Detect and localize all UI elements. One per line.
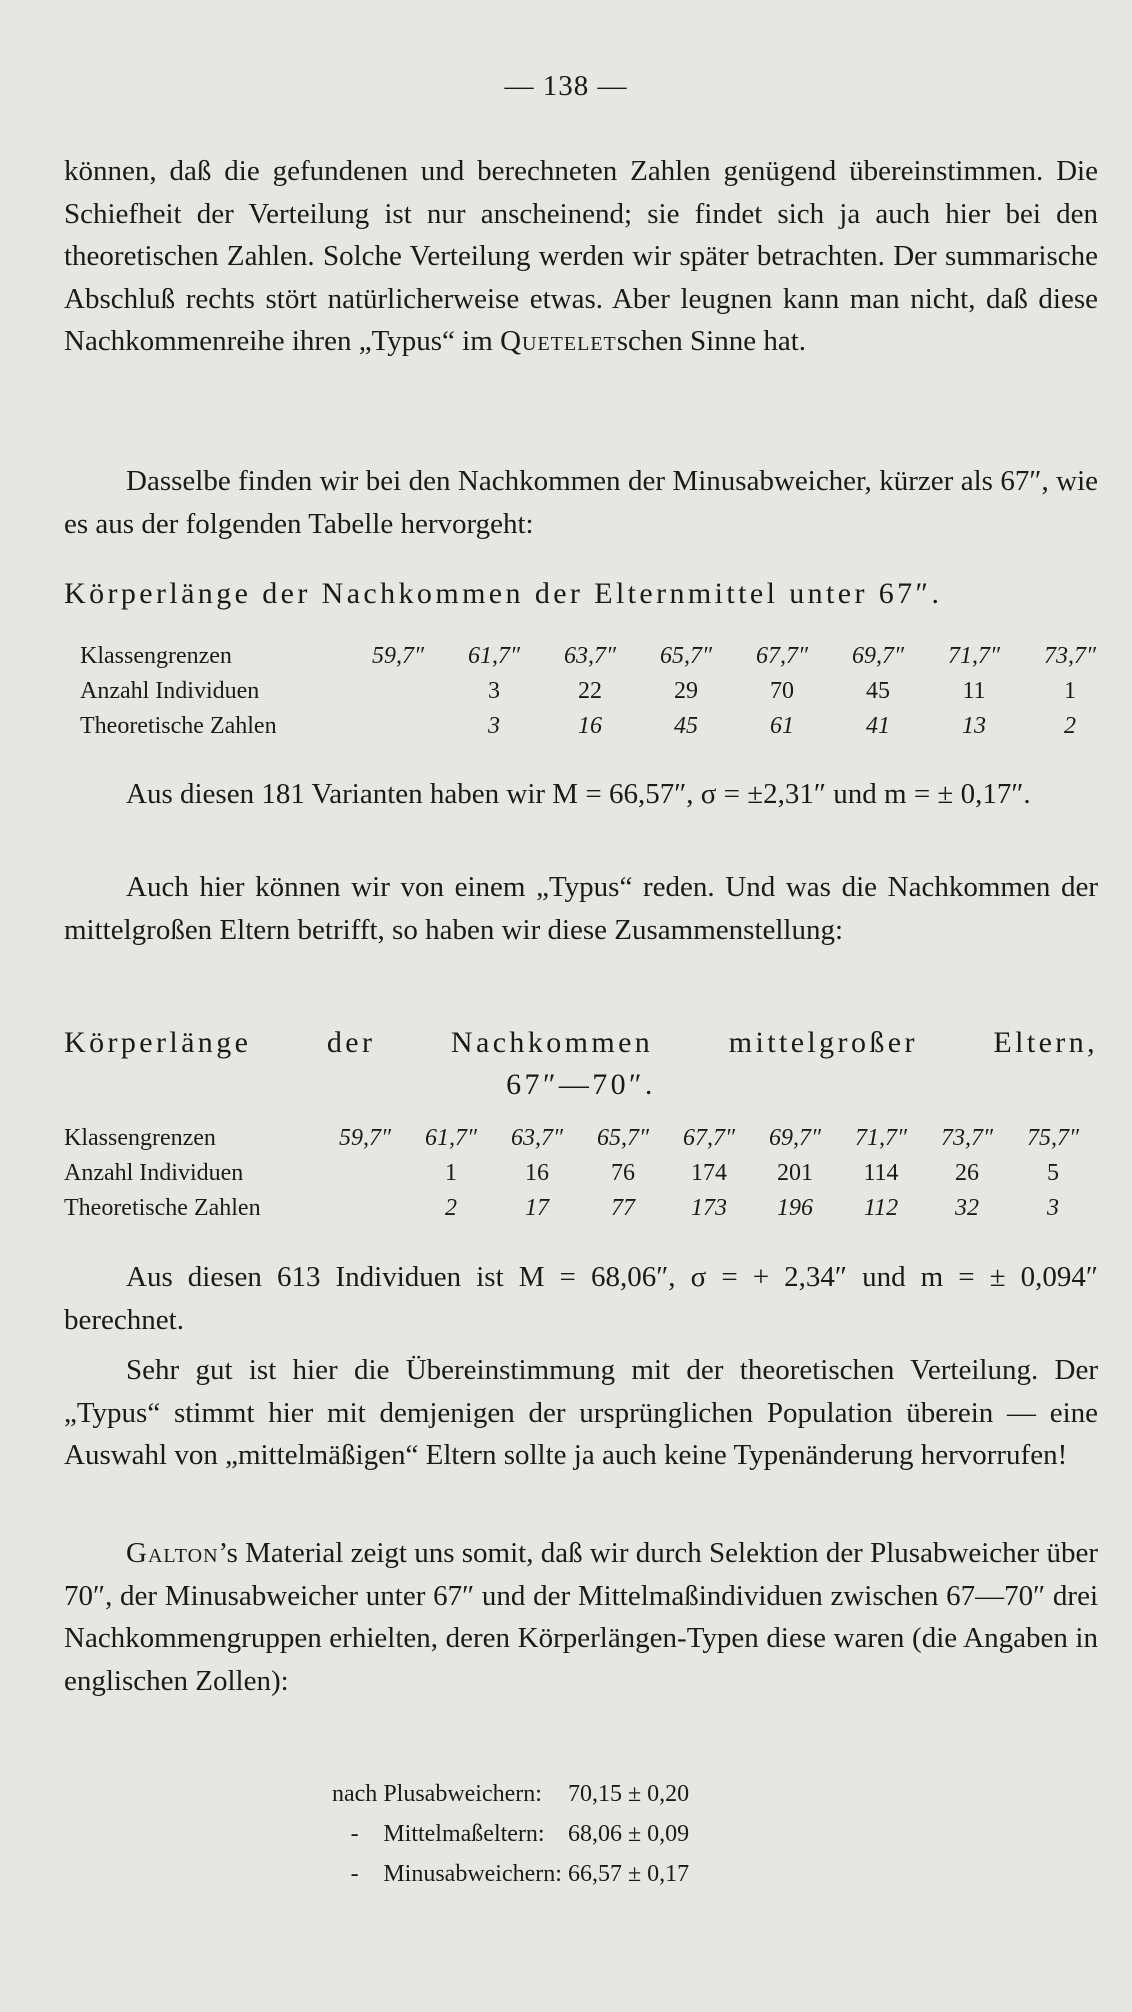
table-cell: 59,7″ [372,643,424,669]
table-cell: 13 [962,713,986,739]
table-cell: 75,7″ [1027,1125,1079,1151]
paragraph-7-text: ’s Material zeigt uns somit, daß wir durch Selektion der Plusabweicher über 70″, der Minusabweicher unter 67″ und der Mittelmaßindividuen zwischen 67—70″ drei Nachkommengruppen erhielten, deren Körperlängen-Typen diese waren (die Angaben in englischen Zollen): [64,1537,1098,1697]
table-row [64,1121,1096,1156]
table-row [332,1815,693,1853]
paragraph-3 [64,773,1098,816]
summary-value: 66,57 ± 0,17 [567,1861,690,1887]
table-cell: 2 [445,1195,457,1221]
paragraph-5 [64,1256,1098,1341]
table-cell: 65,7″ [597,1125,649,1151]
summary-label: Mittelmaßeltern: [383,1821,545,1847]
table-cell: 61,7″ [468,643,520,669]
table-cell: 65,7″ [660,643,712,669]
paragraph-6-text: Sehr gut ist hier die Übereinstimmung mit der theoretischen Verteilung. Der „Typus“ stimmt hier mit demjenigen der ursprünglichen Population überein — eine Auswahl von „mittelmäßigen“ Eltern sollte ja auch keine Typenänderung hervorrufen! [64,1354,1098,1471]
table-cell: 11 [962,678,986,704]
table-cell: 76 [611,1160,635,1186]
paragraph-4 [64,866,1098,951]
table-cell: 22 [578,678,602,704]
table-cell: 112 [863,1195,899,1221]
summary-prefix: - [350,1861,359,1887]
summary-value: 68,06 ± 0,09 [567,1821,690,1847]
row-label: Klassengrenzen [64,1125,216,1151]
paragraph-4-text: Auch hier können wir von einem „Typus“ reden. Und was die Nachkommen der mittelgroßen Eltern betrifft, so haben wir diese Zusammenstellung: [64,871,1098,946]
summary-value: 70,15 ± 0,20 [567,1781,690,1807]
table-cell: 16 [578,713,602,739]
paragraph-6 [64,1349,1098,1477]
table-row [64,1156,1096,1191]
paragraph-1-text: können, daß die gefundenen und berechneten Zahlen genügend übereinstimmen. Die Schiefheit der Verteilung ist nur anscheinend; sie findet sich ja auch hier bei den theoretischen Zahlen. Solche Verteilung werden wir später betrachten. Der summarische Abschluß rechts stört natürlicherweise etwas. Aber leugnen kann man nicht, daß diese Nachkommenreihe ihren „Typus“ im [64,155,1098,357]
table-cell: 173 [691,1195,727,1221]
paragraph-7 [64,1532,1098,1702]
row-label: Anzahl Individuen [64,1160,244,1186]
table-cell: 1 [445,1160,457,1186]
table-cell: 61,7″ [425,1125,477,1151]
table-2 [64,1121,1096,1226]
table-cell: 2 [1064,713,1076,739]
row-label: Anzahl Individuen [80,678,260,704]
table-cell: 45 [674,713,698,739]
table-cell: 196 [777,1195,813,1221]
table-cell: 71,7″ [948,643,1000,669]
table-cell: 26 [955,1160,979,1186]
table-cell: 67,7″ [756,643,808,669]
table-cell: 17 [525,1195,549,1221]
table-cell: 1 [1064,678,1076,704]
table-cell: 3 [488,678,500,704]
table-cell: 45 [866,678,890,704]
table-cell: 59,7″ [339,1125,391,1151]
table-row [64,1191,1096,1226]
summary-label: Plusabweichern: [383,1781,542,1807]
table-cell: 71,7″ [855,1125,907,1151]
table-cell: 61 [770,713,794,739]
table-cell: 41 [866,713,890,739]
summary-label: Minusabweichern: [383,1861,562,1887]
table-1 [80,639,1118,744]
summary-prefix: - [350,1821,359,1847]
paragraph-5-text: Aus diesen 613 Individuen ist M = 68,06″, σ = + 2,34″ und m = ± 0,094″ berechnet. [64,1261,1098,1336]
galton-name: Galton [126,1537,219,1569]
row-label: Theoretische Zahlen [80,713,277,739]
table-2-heading-line1: Körperlänge der Nachkommen mittelgroßer Eltern, [64,1026,1098,1059]
table-row [80,639,1118,674]
paragraph-2-text: Dasselbe finden wir bei den Nachkommen der Minusabweicher, kürzer als 67″, wie es aus der folgenden Tabelle hervorgeht: [64,465,1098,540]
table-cell: 70 [770,678,794,704]
table-row [80,674,1118,709]
table-cell: 69,7″ [769,1125,821,1151]
table-2-heading-line2: 67″—70″. [506,1068,656,1101]
table-cell: 201 [777,1160,813,1186]
paragraph-3-text: Aus diesen 181 Varianten haben wir M = 66,57″, σ = ±2,31″ und m = ± 0,17″. [126,778,1031,810]
table-cell: 77 [611,1195,635,1221]
table-cell: 174 [691,1160,727,1186]
table-row [80,709,1118,744]
paragraph-1 [64,150,1098,363]
table-cell: 63,7″ [564,643,616,669]
summary-prefix: nach [332,1781,378,1807]
summary-table [330,1773,695,1895]
table-row [332,1775,693,1813]
table-cell: 69,7″ [852,643,904,669]
table-cell: 3 [488,713,500,739]
table-cell: 73,7″ [1044,643,1096,669]
table-cell: 63,7″ [511,1125,563,1151]
table-cell: 29 [674,678,698,704]
row-label: Klassengrenzen [80,643,232,669]
row-label: Theoretische Zahlen [64,1195,261,1221]
paragraph-1-tail: schen Sinne hat. [616,325,807,357]
table-cell: 16 [525,1160,549,1186]
table-1-heading: Körperlänge der Nachkommen der Elternmittel unter 67″. [64,577,943,610]
table-cell: 3 [1047,1195,1059,1221]
table-row [332,1855,693,1893]
table-cell: 67,7″ [683,1125,735,1151]
table-cell: 73,7″ [941,1125,993,1151]
page-number: — 138 — [504,70,628,102]
paragraph-2 [64,460,1098,545]
table-cell: 5 [1047,1160,1059,1186]
table-cell: 32 [955,1195,979,1221]
quetelet-name: Quetelet [500,325,617,357]
table-cell: 114 [863,1160,899,1186]
